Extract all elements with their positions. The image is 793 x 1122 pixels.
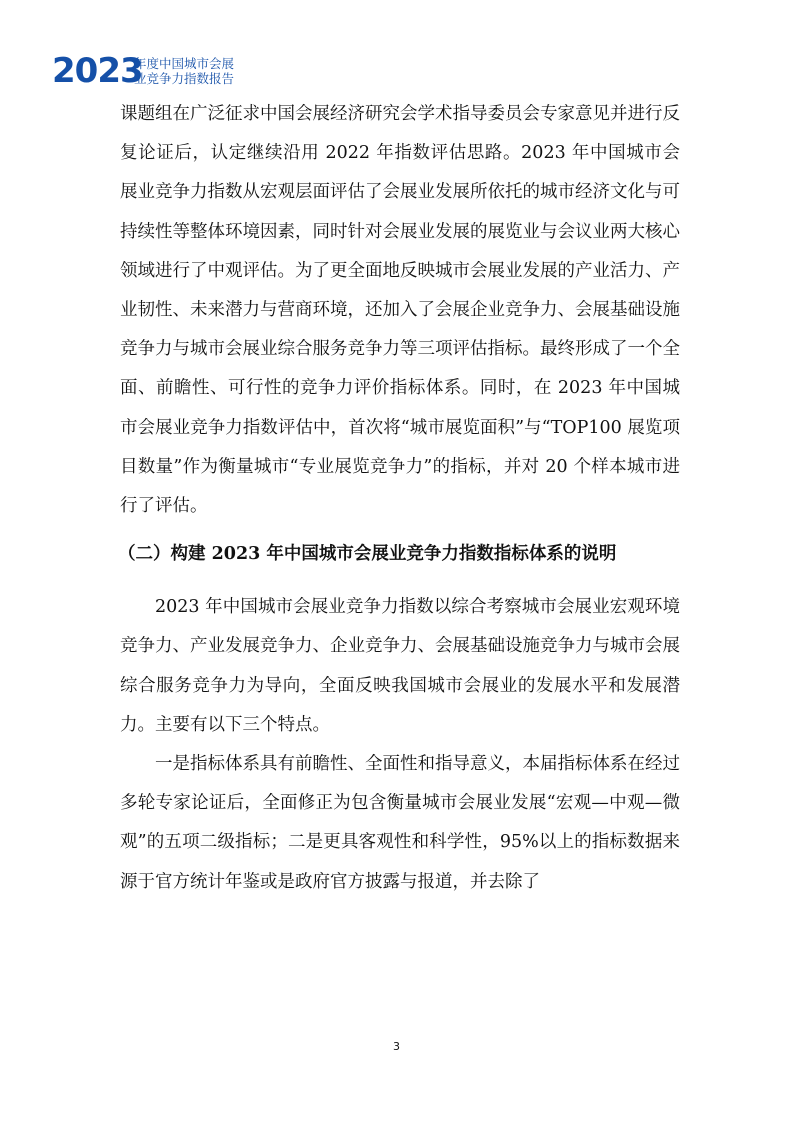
page-number: 3 (393, 1040, 400, 1053)
logo-subtitle-line1: 年度中国城市会展 (134, 56, 235, 71)
body-paragraph: 一是指标体系具有前瞻性、全面性和指导意义，本届指标体系在经过多轮专家论证后，全面修正为包含衡量城市会展业发展“宏观—中观—微观”的五项二级指标；二是更具客观性和科学性，95%以上的指标数据来源于官方统计年鉴或是政府官方披露与报道，并去除了 (120, 754, 680, 892)
logo-subtitle-line2: 业竞争力指数报告 (134, 71, 235, 86)
section-heading: （二）构建 2023 年中国城市会展业竞争力指数指标体系的说明 (118, 544, 617, 565)
logo-subtitle (134, 56, 234, 86)
body-paragraph: 课题组在广泛征求中国会展经济研究会学术指导委员会专家意见并进行反复论证后，认定继续沿用 2022 年指数评估思路。2023 年中国城市会展业竞争力指数从宏观层面评估了会展业发展所依托的城市经济文化与可持续性等整体环境因素，同时针对会展业发展的展览业与会议业两大核心领域进行了中观评估。为了更全面地反映城市会展业发展的产业活力、产业韧性、未来潜力与营商环境，还加入了会展企业竞争力、会展基础设施竞争力与城市会展业综合服务竞争力等三项评估指标。最终形成了一个全面、前瞻性、可行性的竞争力评价指标体系。同时，在 2023 年中国城市会展业竞争力指数评估中，首次将“城市展览面积”与“TOP100 展览项目数量”作为衡量城市“专业展览竞争力”的指标，并对 20 个样本城市进行了评估。 (120, 104, 680, 517)
body-paragraph: 2023 年中国城市会展业竞争力指数以综合考察城市会展业宏观环境竞争力、产业发展竞争力、企业竞争力、会展基础设施竞争力与城市会展综合服务竞争力为导向，全面反映我国城市会展业的发展水平和发展潜力。主要有以下三个特点。 (120, 597, 680, 735)
document-body (120, 95, 680, 902)
logo-year: 2023 (52, 51, 143, 91)
